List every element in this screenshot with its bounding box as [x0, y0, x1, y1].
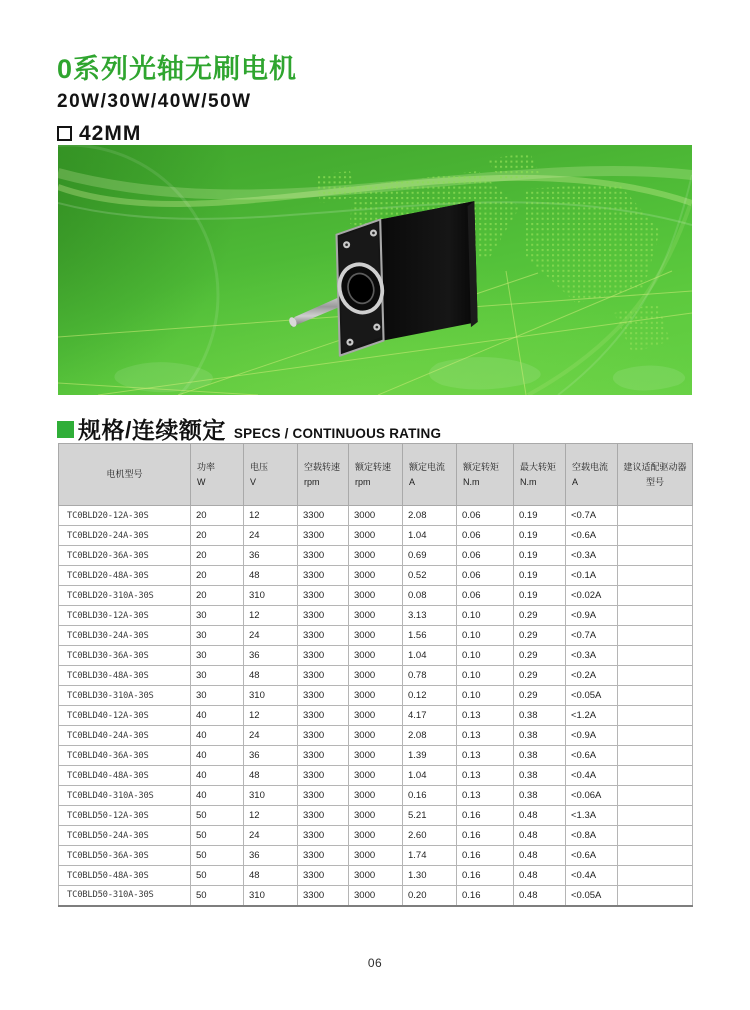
- value-cell: 3300: [298, 826, 349, 846]
- power-range: 20W/30W/40W/50W: [57, 90, 252, 112]
- value-cell: 3000: [349, 746, 403, 766]
- value-cell: 48: [244, 766, 298, 786]
- table-row: [59, 686, 693, 706]
- value-cell: 50: [191, 886, 244, 906]
- value-cell: 0.29: [514, 606, 566, 626]
- value-cell: [618, 886, 693, 906]
- value-cell: 0.20: [403, 886, 457, 906]
- value-cell: [618, 786, 693, 806]
- value-cell: <0.7A: [566, 626, 618, 646]
- value-cell: 1.39: [403, 746, 457, 766]
- value-cell: [618, 746, 693, 766]
- value-cell: 20: [191, 586, 244, 606]
- value-cell: 1.30: [403, 866, 457, 886]
- value-cell: <1.2A: [566, 706, 618, 726]
- value-cell: 40: [191, 766, 244, 786]
- value-cell: 0.08: [403, 586, 457, 606]
- value-cell: 0.69: [403, 546, 457, 566]
- section-header: [57, 412, 441, 445]
- value-cell: 3000: [349, 866, 403, 886]
- value-cell: 0.48: [514, 806, 566, 826]
- value-cell: [618, 646, 693, 666]
- table-row: [59, 826, 693, 846]
- model-cell: TC0BLD50-36A-30S: [59, 846, 191, 866]
- section-title-en: SPECS / CONTINUOUS RATING: [233, 426, 442, 441]
- value-cell: 1.56: [403, 626, 457, 646]
- value-cell: 50: [191, 846, 244, 866]
- value-cell: [618, 766, 693, 786]
- value-cell: 0.29: [514, 686, 566, 706]
- value-cell: 0.19: [514, 546, 566, 566]
- value-cell: 24: [244, 826, 298, 846]
- table-row: [59, 666, 693, 686]
- table-row: [59, 606, 693, 626]
- table-row: [59, 886, 693, 906]
- value-cell: 3.13: [403, 606, 457, 626]
- value-cell: 0.13: [457, 726, 514, 746]
- product-banner: [58, 145, 692, 395]
- value-cell: 0.13: [457, 706, 514, 726]
- model-cell: TC0BLD20-310A-30S: [59, 586, 191, 606]
- value-cell: 3000: [349, 626, 403, 646]
- value-cell: 3300: [298, 646, 349, 666]
- value-cell: 36: [244, 846, 298, 866]
- value-cell: 12: [244, 806, 298, 826]
- value-cell: 0.29: [514, 626, 566, 646]
- value-cell: <0.7A: [566, 506, 618, 526]
- value-cell: 2.60: [403, 826, 457, 846]
- value-cell: 3000: [349, 666, 403, 686]
- model-cell: TC0BLD30-310A-30S: [59, 686, 191, 706]
- value-cell: <0.8A: [566, 826, 618, 846]
- value-cell: 0.48: [514, 826, 566, 846]
- model-cell: TC0BLD40-24A-30S: [59, 726, 191, 746]
- column-header: 建议适配驱动器型号: [618, 444, 693, 506]
- value-cell: 3000: [349, 586, 403, 606]
- value-cell: <0.9A: [566, 726, 618, 746]
- table-row: [59, 746, 693, 766]
- value-cell: 12: [244, 706, 298, 726]
- value-cell: [618, 806, 693, 826]
- value-cell: 0.19: [514, 566, 566, 586]
- value-cell: 48: [244, 866, 298, 886]
- value-cell: 3000: [349, 726, 403, 746]
- value-cell: <1.3A: [566, 806, 618, 826]
- column-header: 额定转矩 N.m: [457, 444, 514, 506]
- value-cell: 3300: [298, 866, 349, 886]
- value-cell: 36: [244, 646, 298, 666]
- column-header: 额定转速 rpm: [349, 444, 403, 506]
- model-cell: TC0BLD20-12A-30S: [59, 506, 191, 526]
- model-cell: TC0BLD30-24A-30S: [59, 626, 191, 646]
- column-header: 最大转矩 N.m: [514, 444, 566, 506]
- model-cell: TC0BLD40-48A-30S: [59, 766, 191, 786]
- table-row: [59, 786, 693, 806]
- value-cell: 310: [244, 886, 298, 906]
- value-cell: <0.6A: [566, 746, 618, 766]
- value-cell: 12: [244, 506, 298, 526]
- model-cell: TC0BLD50-48A-30S: [59, 866, 191, 886]
- motor-image: [288, 201, 478, 356]
- value-cell: 0.16: [457, 826, 514, 846]
- value-cell: 50: [191, 866, 244, 886]
- value-cell: 0.06: [457, 546, 514, 566]
- value-cell: 0.16: [457, 886, 514, 906]
- value-cell: 0.10: [457, 666, 514, 686]
- frame-size: 42MM: [79, 121, 142, 145]
- value-cell: 0.38: [514, 786, 566, 806]
- table-row: [59, 706, 693, 726]
- value-cell: 40: [191, 726, 244, 746]
- value-cell: 36: [244, 746, 298, 766]
- value-cell: 0.38: [514, 746, 566, 766]
- value-cell: 310: [244, 686, 298, 706]
- value-cell: 3300: [298, 846, 349, 866]
- value-cell: 0.29: [514, 646, 566, 666]
- value-cell: 3000: [349, 766, 403, 786]
- value-cell: 310: [244, 586, 298, 606]
- value-cell: 3300: [298, 726, 349, 746]
- column-header: 功率 W: [191, 444, 244, 506]
- value-cell: <0.4A: [566, 866, 618, 886]
- value-cell: 3000: [349, 786, 403, 806]
- frame-size-line: [57, 122, 297, 146]
- value-cell: 3000: [349, 826, 403, 846]
- value-cell: 40: [191, 706, 244, 726]
- value-cell: [618, 726, 693, 746]
- value-cell: 24: [244, 526, 298, 546]
- model-cell: TC0BLD50-12A-30S: [59, 806, 191, 826]
- value-cell: 0.19: [514, 506, 566, 526]
- specs-table: [58, 443, 693, 907]
- value-cell: 1.04: [403, 526, 457, 546]
- value-cell: [618, 566, 693, 586]
- value-cell: 50: [191, 806, 244, 826]
- value-cell: 3300: [298, 626, 349, 646]
- value-cell: 0.12: [403, 686, 457, 706]
- page-header: [57, 55, 297, 146]
- value-cell: 30: [191, 686, 244, 706]
- value-cell: 1.74: [403, 846, 457, 866]
- table-row: [59, 726, 693, 746]
- value-cell: 4.17: [403, 706, 457, 726]
- value-cell: <0.3A: [566, 546, 618, 566]
- page-title: 0系列光轴无刷电机: [57, 54, 298, 84]
- table-row: [59, 546, 693, 566]
- column-header: 空载转速 rpm: [298, 444, 349, 506]
- value-cell: 0.19: [514, 586, 566, 606]
- value-cell: 3300: [298, 526, 349, 546]
- value-cell: 3300: [298, 886, 349, 906]
- value-cell: 20: [191, 506, 244, 526]
- value-cell: [618, 846, 693, 866]
- value-cell: [618, 666, 693, 686]
- value-cell: 3300: [298, 566, 349, 586]
- value-cell: <0.3A: [566, 646, 618, 666]
- value-cell: 0.06: [457, 566, 514, 586]
- value-cell: <0.06A: [566, 786, 618, 806]
- table-row: [59, 646, 693, 666]
- table-row: [59, 846, 693, 866]
- page-number: 06: [367, 956, 383, 970]
- value-cell: [618, 586, 693, 606]
- model-cell: TC0BLD20-24A-30S: [59, 526, 191, 546]
- model-cell: TC0BLD20-48A-30S: [59, 566, 191, 586]
- value-cell: <0.05A: [566, 886, 618, 906]
- model-cell: TC0BLD30-12A-30S: [59, 606, 191, 626]
- value-cell: 12: [244, 606, 298, 626]
- table-row: [59, 766, 693, 786]
- value-cell: 3300: [298, 686, 349, 706]
- value-cell: 40: [191, 746, 244, 766]
- value-cell: 3300: [298, 786, 349, 806]
- value-cell: 3300: [298, 806, 349, 826]
- value-cell: 0.06: [457, 586, 514, 606]
- value-cell: [618, 506, 693, 526]
- value-cell: 3300: [298, 766, 349, 786]
- value-cell: 0.48: [514, 886, 566, 906]
- value-cell: 24: [244, 726, 298, 746]
- value-cell: 0.16: [457, 806, 514, 826]
- value-cell: 3000: [349, 606, 403, 626]
- column-header: 额定电流 A: [403, 444, 457, 506]
- model-cell: TC0BLD40-36A-30S: [59, 746, 191, 766]
- value-cell: 40: [191, 786, 244, 806]
- table-row: [59, 866, 693, 886]
- banner-graphics: [58, 145, 692, 395]
- value-cell: <0.02A: [566, 586, 618, 606]
- value-cell: [618, 706, 693, 726]
- value-cell: 2.08: [403, 726, 457, 746]
- value-cell: <0.9A: [566, 606, 618, 626]
- value-cell: 30: [191, 646, 244, 666]
- value-cell: 50: [191, 826, 244, 846]
- value-cell: 0.10: [457, 686, 514, 706]
- value-cell: 0.10: [457, 626, 514, 646]
- value-cell: 0.52: [403, 566, 457, 586]
- table-header-row: [59, 444, 693, 506]
- value-cell: <0.05A: [566, 686, 618, 706]
- table-row: [59, 626, 693, 646]
- value-cell: 0.48: [514, 866, 566, 886]
- value-cell: 0.38: [514, 726, 566, 746]
- value-cell: [618, 626, 693, 646]
- model-cell: TC0BLD30-36A-30S: [59, 646, 191, 666]
- value-cell: 3000: [349, 846, 403, 866]
- value-cell: 3000: [349, 706, 403, 726]
- value-cell: <0.6A: [566, 846, 618, 866]
- value-cell: [618, 686, 693, 706]
- model-cell: TC0BLD30-48A-30S: [59, 666, 191, 686]
- value-cell: 0.78: [403, 666, 457, 686]
- value-cell: 3000: [349, 526, 403, 546]
- value-cell: 30: [191, 666, 244, 686]
- value-cell: 3000: [349, 886, 403, 906]
- value-cell: 3300: [298, 506, 349, 526]
- value-cell: 3300: [298, 606, 349, 626]
- model-cell: TC0BLD40-12A-30S: [59, 706, 191, 726]
- value-cell: 0.16: [403, 786, 457, 806]
- value-cell: 20: [191, 526, 244, 546]
- value-cell: 2.08: [403, 506, 457, 526]
- value-cell: 1.04: [403, 766, 457, 786]
- model-cell: TC0BLD50-310A-30S: [59, 886, 191, 906]
- value-cell: 0.13: [457, 746, 514, 766]
- table-row: [59, 526, 693, 546]
- column-header: 电机型号: [59, 444, 191, 506]
- model-cell: TC0BLD50-24A-30S: [59, 826, 191, 846]
- value-cell: 0.06: [457, 506, 514, 526]
- value-cell: 3000: [349, 646, 403, 666]
- table-row: [59, 506, 693, 526]
- section-marker-icon: [57, 421, 74, 438]
- model-cell: TC0BLD40-310A-30S: [59, 786, 191, 806]
- value-cell: 24: [244, 626, 298, 646]
- value-cell: 0.10: [457, 646, 514, 666]
- value-cell: 48: [244, 666, 298, 686]
- value-cell: 310: [244, 786, 298, 806]
- value-cell: <0.6A: [566, 526, 618, 546]
- value-cell: [618, 866, 693, 886]
- value-cell: 1.04: [403, 646, 457, 666]
- value-cell: 36: [244, 546, 298, 566]
- value-cell: 3300: [298, 706, 349, 726]
- value-cell: 3300: [298, 586, 349, 606]
- value-cell: [618, 526, 693, 546]
- table-row: [59, 806, 693, 826]
- value-cell: 0.48: [514, 846, 566, 866]
- value-cell: 0.06: [457, 526, 514, 546]
- value-cell: 3000: [349, 566, 403, 586]
- value-cell: 3000: [349, 506, 403, 526]
- value-cell: 20: [191, 566, 244, 586]
- table-row: [59, 586, 693, 606]
- value-cell: 0.13: [457, 766, 514, 786]
- value-cell: 30: [191, 626, 244, 646]
- value-cell: <0.1A: [566, 566, 618, 586]
- value-cell: 3300: [298, 546, 349, 566]
- value-cell: 0.19: [514, 526, 566, 546]
- value-cell: 0.10: [457, 606, 514, 626]
- value-cell: 0.16: [457, 846, 514, 866]
- value-cell: [618, 826, 693, 846]
- value-cell: <0.2A: [566, 666, 618, 686]
- table-row: [59, 566, 693, 586]
- value-cell: 3300: [298, 746, 349, 766]
- value-cell: <0.4A: [566, 766, 618, 786]
- value-cell: 0.13: [457, 786, 514, 806]
- value-cell: 30: [191, 606, 244, 626]
- column-header: 空载电流 A: [566, 444, 618, 506]
- value-cell: [618, 606, 693, 626]
- value-cell: 0.29: [514, 666, 566, 686]
- square-frame-icon: [57, 126, 72, 141]
- value-cell: 0.16: [457, 866, 514, 886]
- value-cell: 3000: [349, 546, 403, 566]
- value-cell: 3000: [349, 806, 403, 826]
- model-cell: TC0BLD20-36A-30S: [59, 546, 191, 566]
- section-title-cn: 规格/连续额定: [78, 417, 226, 443]
- value-cell: 0.38: [514, 766, 566, 786]
- value-cell: 20: [191, 546, 244, 566]
- column-header: 电压 V: [244, 444, 298, 506]
- value-cell: 3000: [349, 686, 403, 706]
- value-cell: [618, 546, 693, 566]
- value-cell: 5.21: [403, 806, 457, 826]
- value-cell: 3300: [298, 666, 349, 686]
- map-silhouettes: [114, 357, 685, 392]
- value-cell: 0.38: [514, 706, 566, 726]
- value-cell: 48: [244, 566, 298, 586]
